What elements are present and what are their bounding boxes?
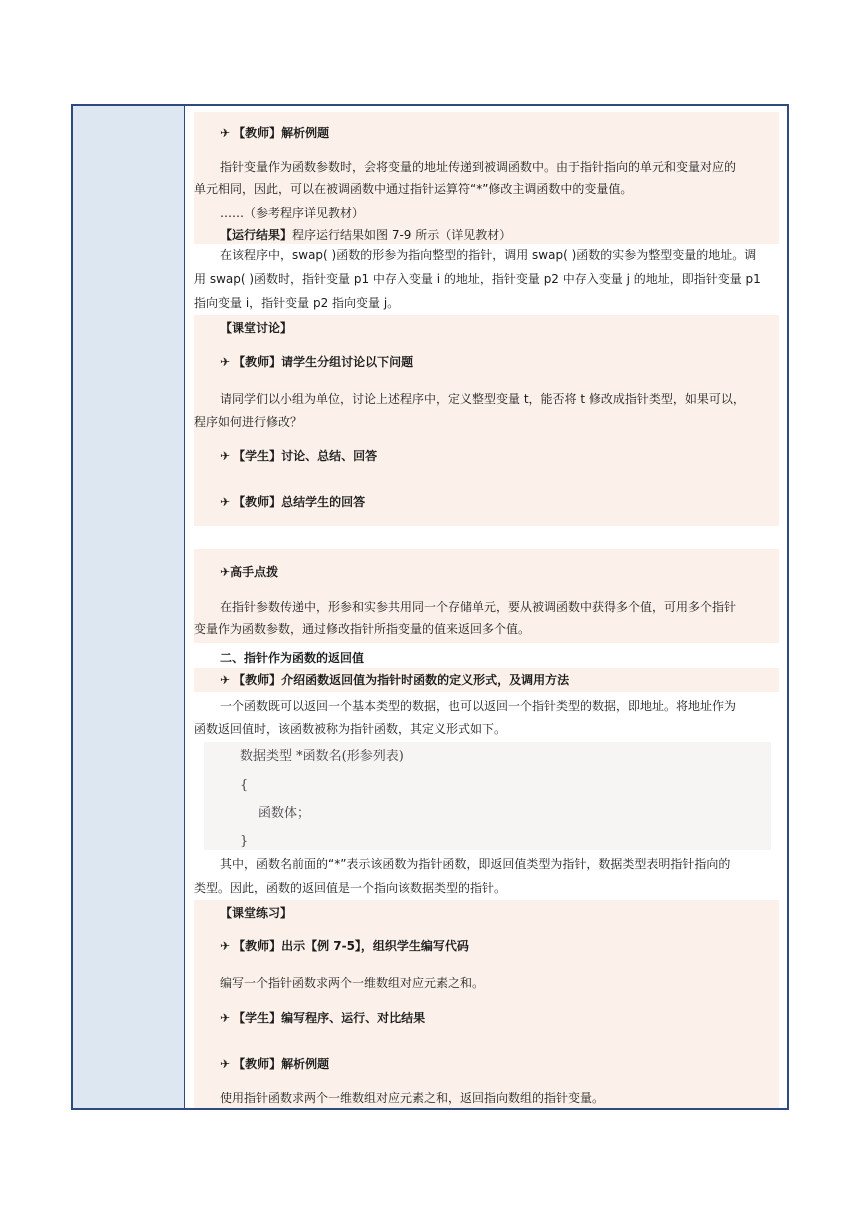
tips-line1: 在指针参数传递中，形参和实参共用同一个存储单元，要从被调函数中获得多个值，可用多个指针 (220, 600, 737, 614)
question-line2: 程序如何进行修改？ (194, 415, 303, 429)
plane-icon: ✈ (220, 1057, 231, 1071)
student-discuss-line: ✈ 【学生】讨论、总结、回答 (220, 449, 378, 463)
section2-para-line1: 一个函数既可以返回一个基本类型的数据，也可以返回一个指针类型的数据，即地址。将地址作为 (220, 699, 737, 713)
practice-block (194, 900, 779, 1108)
para2-line1: 在该程序中，swap( )函数的形参为指向整型的指针，调用 swap( )函数的实参为整型变量的地址。调 (220, 248, 757, 262)
section2-heading: 二、指针作为函数的返回值 (220, 651, 365, 665)
plane-icon: ✈ (220, 495, 231, 509)
after-code-line2: 类型。因此，函数的返回值是一个指向该数据类型的指针。 (194, 881, 507, 895)
teacher-intro-block (194, 668, 779, 692)
left-column (73, 106, 185, 1108)
section2-para-line2: 函数返回值时，该函数被称为指针函数，其定义形式如下。 (194, 722, 507, 736)
plane-icon: ✈ (220, 673, 231, 687)
discussion-title: 【课堂讨论】 (220, 321, 293, 335)
student-code-line: ✈ 【学生】编写程序、运行、对比结果 (220, 1011, 426, 1025)
plane-icon: ✈ (220, 449, 231, 463)
run-result-line: 【运行结果】程序运行结果如图 7-9 所示（详见教材） (220, 228, 512, 242)
teacher-summary-line: ✈ 【教师】总结学生的回答 (220, 495, 366, 509)
practice-title: 【课堂练习】 (220, 906, 293, 920)
practice-task-line: 编写一个指针函数求两个一维数组对应元素之和。 (220, 976, 485, 990)
para1-line2: 单元相同，因此，可以在被调函数中通过指针运算符“*”修改主调函数中的变量值。 (194, 182, 633, 196)
lesson-table (71, 104, 789, 1110)
code-line-signature: 数据类型 *函数名(形参列表) (240, 749, 404, 764)
teacher-intro-line: ✈ 【教师】介绍函数返回值为指针时函数的定义形式，及调用方法 (220, 673, 570, 687)
ellipsis-line: ……（参考程序详见教材） (220, 206, 365, 220)
code-line-close-brace: } (240, 834, 249, 849)
tips-line2: 变量作为函数参数，通过修改指针所指变量的值来返回多个值。 (194, 622, 531, 636)
para2-line3: 指向变量 i，指针变量 p2 指向变量 j。 (194, 296, 400, 310)
teacher-group-line: ✈ 【教师】请学生分组讨论以下问题 (220, 355, 414, 369)
para1-line1: 指针变量作为函数参数时，会将变量的地址传递到被调函数中。由于指针指向的单元和变量对应的 (220, 160, 737, 174)
teacher-analyze-line: ✈ 【教师】解析例题 (220, 126, 330, 140)
plane-icon: ✈ (220, 355, 231, 369)
tips-title: ✈高手点拨 (220, 565, 279, 579)
after-code-line1: 其中，函数名前面的“*”表示该函数为指针函数，即返回值类型为指针，数据类型表明指针指向的 (220, 857, 731, 871)
analysis-block (194, 112, 779, 244)
plane-icon: ✈ (220, 126, 231, 140)
teacher-analyze-line-2: ✈ 【教师】解析例题 (220, 1057, 330, 1071)
plane-icon: ✈ (220, 1011, 231, 1025)
code-line-body: 函数体； (258, 806, 311, 821)
plane-icon: ✈ (220, 939, 231, 953)
discussion-block (194, 315, 779, 526)
plane-icon: ✈ (220, 565, 231, 579)
practice-final-line: 使用指针函数求两个一维数组对应元素之和，返回指向数组的指针变量。 (220, 1091, 605, 1105)
content-column (186, 106, 787, 1108)
code-syntax-box (204, 742, 771, 850)
code-line-open-brace: { (240, 778, 249, 793)
para2-line2: 用 swap( )函数时，指针变量 p1 中存入变量 i 的地址，指针变量 p2 中存入变量 j 的地址，即指针变量 p1 (194, 272, 761, 286)
tips-block (194, 549, 779, 643)
teacher-show-line: ✈ 【教师】出示【例 7-5】，组织学生编写代码 (220, 939, 469, 953)
question-line1: 请同学们以小组为单位，讨论上述程序中，定义整型变量 t，能否将 t 修改成指针类型，如果可以， (220, 392, 745, 406)
